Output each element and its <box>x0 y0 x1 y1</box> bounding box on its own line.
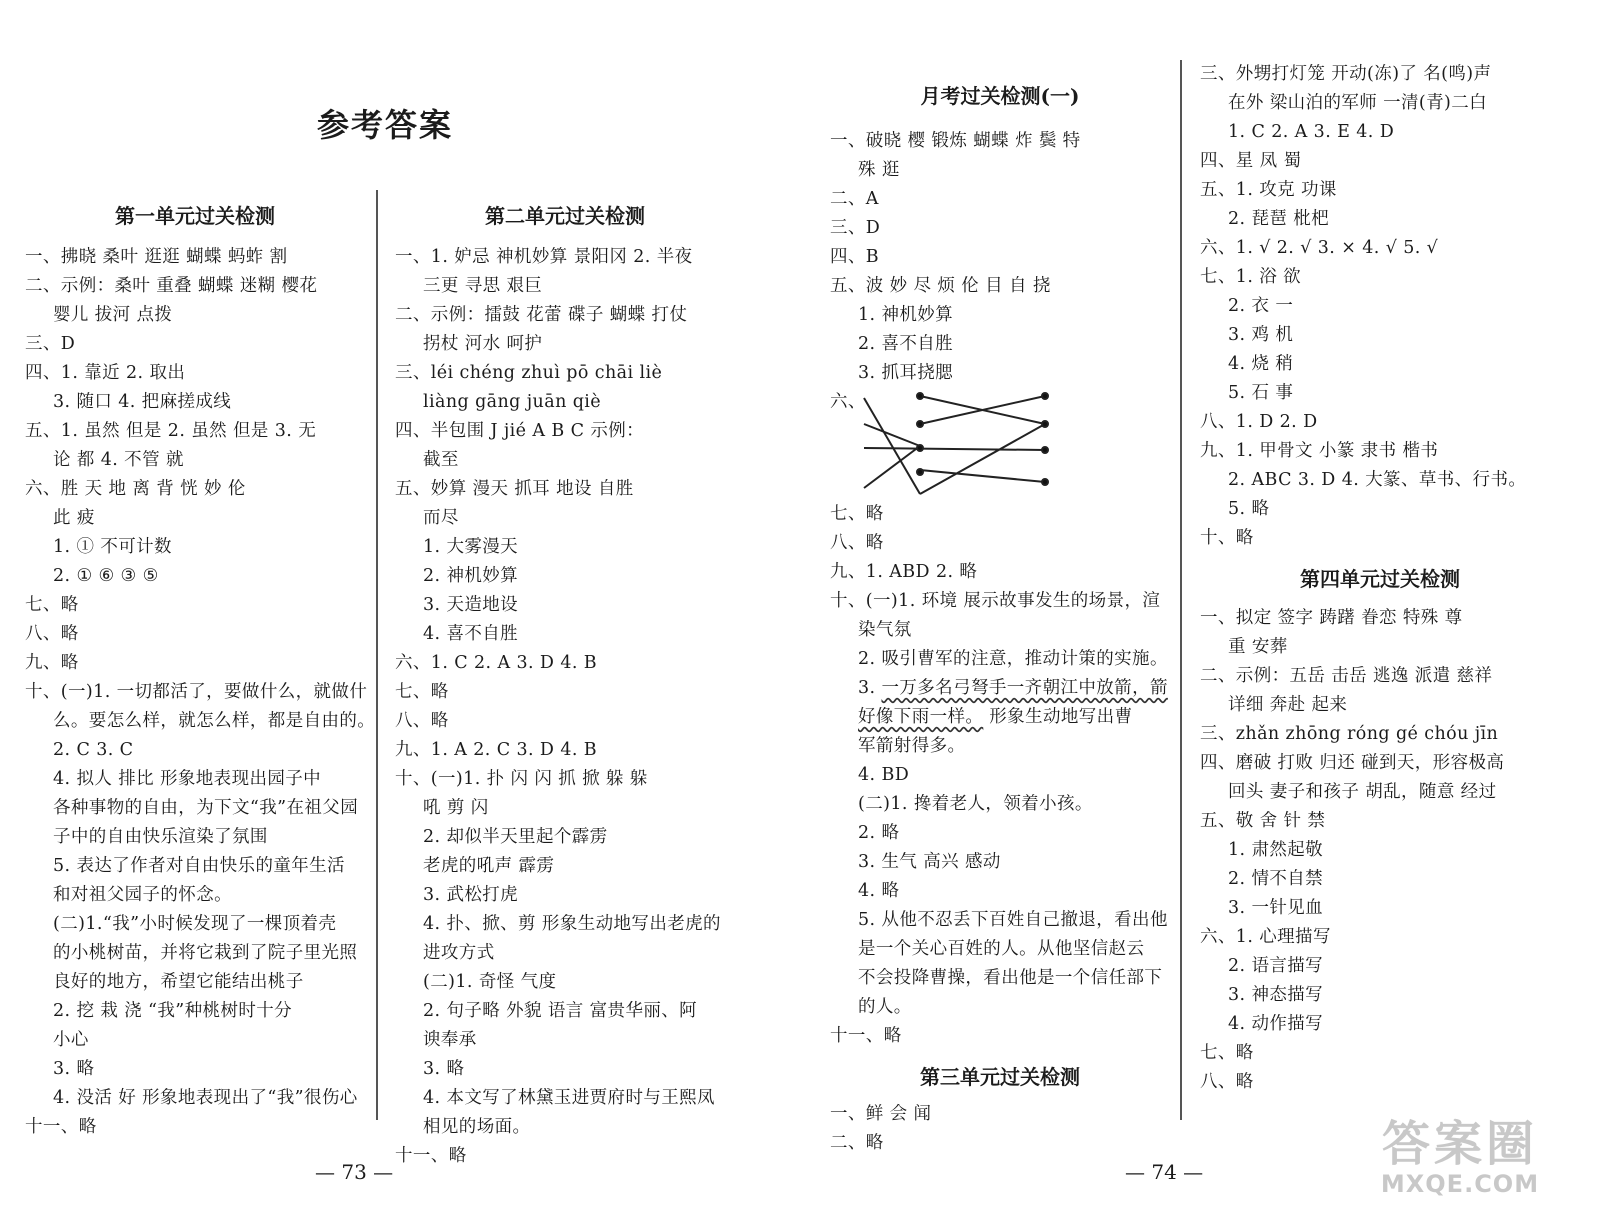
answer-line: 三、léi chéng zhuì pō chāi liè <box>395 363 663 383</box>
answer-line: 婴儿 拔河 点拨 <box>53 305 173 325</box>
answer-line: 是一个关心百姓的人。从他坚信赵云 <box>858 939 1145 959</box>
answer-line: 2. 衣 一 <box>1228 296 1294 316</box>
answer-line: 三、外甥打灯笼 开动(冻)了 名(鸣)声 <box>1200 64 1492 84</box>
answer-line: 二、A <box>830 189 879 209</box>
answer-line: 九、1. 甲骨文 小篆 隶书 楷书 <box>1200 441 1439 461</box>
answer-line: 四、星 凤 蜀 <box>1200 151 1302 171</box>
answer-line: 五、波 妙 尽 烦 伦 目 自 挠 <box>830 276 1051 296</box>
answer-line: 八、略 <box>830 533 884 553</box>
answer-line: 八、略 <box>25 624 79 644</box>
answer-line: 3. 抓耳挠腮 <box>858 363 954 383</box>
answer-line: 六、1. C 2. A 3. D 4. B <box>395 653 598 673</box>
answer-line: 四、B <box>830 247 880 267</box>
column-unit-3-4 <box>1200 60 1560 1097</box>
answer-line: 2. 情不自禁 <box>1228 869 1324 889</box>
page-title: 参考答案 <box>316 106 453 144</box>
answer-line: 十一、略 <box>395 1146 467 1166</box>
answer-line: 三、D <box>830 218 881 238</box>
answer-line: 军箭射得多。 <box>858 736 966 756</box>
answer-line: 在外 梁山泊的军师 一清(青)二白 <box>1228 93 1488 113</box>
answer-line: 3. 略 <box>423 1059 465 1079</box>
answer-line: 3. 生气 高兴 感动 <box>858 852 1001 872</box>
answer-line: 二、略 <box>830 1133 884 1153</box>
answer-line: 老虎的吼声 霹雳 <box>423 856 555 876</box>
answer-line: 吼 剪 闪 <box>423 798 489 818</box>
answer-line: 2. 略 <box>858 823 900 843</box>
answer-line: 3. 随口 4. 把麻搓成线 <box>53 392 232 412</box>
answer-line: 4. 扑、掀、剪 形象生动地写出老虎的 <box>423 914 721 934</box>
answer-line: 详细 奔赴 起来 <box>1228 695 1348 715</box>
answer-line: 2. 吸引曹军的注意，推动计策的实施。 <box>858 649 1168 669</box>
column-unit-2 <box>395 200 735 1171</box>
answer-line: 七、略 <box>395 682 449 702</box>
answer-line: 和对祖父园子的怀念。 <box>53 885 232 905</box>
answer-line: 染气氛 <box>858 620 912 640</box>
answer-line: 各种事物的自由，为下文“我”在祖父园 <box>53 798 359 818</box>
answer-line: 二、示例：五岳 击岳 逃逸 派遣 慈祥 <box>1200 666 1493 686</box>
answer-line: 1. C 2. A 3. E 4. D <box>1228 122 1395 142</box>
page-number-left: — 73 — <box>315 1160 394 1184</box>
answer-line: 一、拂晓 桑叶 逛逛 蝴蝶 蚂蚱 割 <box>25 247 288 267</box>
answer-line: 4. 烧 稍 <box>1228 354 1294 374</box>
answer-line: 相见的场面。 <box>423 1117 531 1137</box>
answer-line: liàng gāng juān qiè <box>423 392 602 412</box>
section-heading: 第四单元过关检测 <box>1300 567 1460 591</box>
answer-line: 三、zhǎn zhōng róng gé chóu jīn <box>1200 724 1499 744</box>
column-divider <box>376 190 378 1120</box>
answer-line: 2. 却似半天里起个霹雳 <box>423 827 608 847</box>
answer-line: 十、(一)1. 扑 闪 闪 抓 掀 躲 躲 <box>395 769 648 789</box>
answer-line: 回头 妻子和孩子 胡乱，随意 经过 <box>1228 782 1497 802</box>
answer-line: 3. 一针见血 <box>1228 898 1324 918</box>
answer-line: 七、略 <box>1200 1043 1254 1063</box>
wavy-underlined-text: 一万多名弓弩手一齐朝江中放箭，箭 <box>881 678 1168 698</box>
answer-line: 好像下雨一样。 形象生动地写出曹 <box>858 707 1133 727</box>
answer-line: 六、1. 心理描写 <box>1200 927 1331 947</box>
answer-line: 5. 从他不忍丢下百姓自己撤退，看出他 <box>858 910 1168 930</box>
answer-line: 十、略 <box>1200 528 1254 548</box>
answer-line: 3. 天造地设 <box>423 595 519 615</box>
answer-line: 二、示例：桑叶 重叠 蝴蝶 迷糊 樱花 <box>25 276 318 296</box>
answer-line: 四、磨破 打败 归还 碰到天，形容极高 <box>1200 753 1505 773</box>
answer-line: 2. 神机妙算 <box>423 566 519 586</box>
answer-line: 五、1. 攻克 功课 <box>1200 180 1337 200</box>
section-heading: 月考过关检测(一) <box>920 84 1080 108</box>
answer-line: 5. 石 事 <box>1228 383 1294 403</box>
question-label: 六、 <box>830 392 866 412</box>
column-unit-1 <box>25 200 376 1142</box>
answer-line: 一、拟定 签字 踌躇 眷恋 特殊 尊 <box>1200 608 1463 628</box>
answer-line: 九、略 <box>25 653 79 673</box>
answer-line: 2. ① ⑥ ③ ⑤ <box>53 566 159 586</box>
answer-line: 4. 没活 好 形象地表现出了“我”很伤心 <box>53 1088 358 1108</box>
answer-line: 四、半包围 J jié A B C 示例： <box>395 421 645 441</box>
answer-line: 七、1. 浴 欲 <box>1200 267 1302 287</box>
answer-line: 十一、略 <box>830 1026 902 1046</box>
answer-line: 六、胜 天 地 离 背 恍 妙 伦 <box>25 479 246 499</box>
answer-line: 2. 喜不自胜 <box>858 334 954 354</box>
answer-line: 五、敬 舍 针 禁 <box>1200 811 1326 831</box>
column-monthly-test <box>830 80 1170 1158</box>
answer-line: 一、1. 妒忌 神机妙算 景阳冈 2. 半夜 <box>395 247 693 267</box>
answer-line: 3. 神态描写 <box>1228 985 1324 1005</box>
answer-line: 八、1. D 2. D <box>1200 412 1318 432</box>
answer-line: 论 都 4. 不管 就 <box>53 450 184 470</box>
section-heading: 第二单元过关检测 <box>485 204 645 228</box>
answer-line: 而尽 <box>423 508 459 528</box>
answer-line: 不会投降曹操，看出他是一个信任部下 <box>858 968 1163 988</box>
answer-line: (二)1. 奇怪 气度 <box>423 972 557 992</box>
answer-line: 七、略 <box>830 504 884 524</box>
answer-line: 4. 略 <box>858 881 900 901</box>
answer-line: 4. 拟人 排比 形象地表现出园子中 <box>53 769 322 789</box>
watermark-text: 答案圈 <box>1381 1116 1538 1172</box>
answer-line: 九、1. ABD 2. 略 <box>830 562 978 582</box>
answer-line: 3. 一万多名弓弩手一齐朝江中放箭，箭 <box>858 678 1168 698</box>
answer-line: 五、1. 虽然 但是 2. 虽然 但是 3. 无 <box>25 421 317 441</box>
answer-line: 谀奉承 <box>423 1030 477 1050</box>
section-heading: 第三单元过关检测 <box>920 1065 1080 1089</box>
answer-line: 2. 挖 栽 浇 “我”种桃树时十分 <box>53 1001 293 1021</box>
answer-line: 八、略 <box>1200 1072 1254 1092</box>
answer-line: 此 疲 <box>53 508 95 528</box>
answer-line: 3. 武松打虎 <box>423 885 519 905</box>
answer-line: 1. 肃然起敬 <box>1228 840 1324 860</box>
answer-line: 4. 本文写了林黛玉进贾府时与王熙凤 <box>423 1088 715 1108</box>
answer-line: 小心 <box>53 1030 89 1050</box>
page-number-right: — 74 — <box>1125 1160 1204 1184</box>
answer-line: 2. 语言描写 <box>1228 956 1324 976</box>
answer-line: (二)1.“我”小时候发现了一棵顶着壳 <box>53 914 337 934</box>
answer-line: (二)1. 搀着老人，领着小孩。 <box>858 794 1093 814</box>
answer-line: 的人。 <box>858 997 912 1017</box>
answer-line: 的小桃树苗，并将它栽到了院子里光照 <box>53 943 358 963</box>
answer-line: 五、妙算 漫天 抓耳 地设 自胜 <box>395 479 634 499</box>
answer-line: 九、1. A 2. C 3. D 4. B <box>395 740 598 760</box>
column-divider <box>1180 60 1182 1120</box>
answer-line: 重 安葬 <box>1228 637 1288 657</box>
answer-line: 5. 表达了作者对自由快乐的童年生活 <box>53 856 345 876</box>
answer-line: 2. C 3. C <box>53 740 134 760</box>
answer-line: 三更 寻思 艰巨 <box>423 276 543 296</box>
matching-question <box>830 388 1170 500</box>
answer-line: 殊 逛 <box>858 160 900 180</box>
answer-line: 一、破晓 樱 锻炼 蝴蝶 炸 鬓 特 <box>830 131 1081 151</box>
watermark-url: MXQE.COM <box>1380 1170 1540 1198</box>
answer-line: 4. 喜不自胜 <box>423 624 519 644</box>
answer-line: 4. BD <box>858 765 910 785</box>
answer-line: 一、鲜 会 闻 <box>830 1104 932 1124</box>
answer-line: 1. 神机妙算 <box>858 305 954 325</box>
answer-line: 子中的自由快乐渲染了氛围 <box>53 827 268 847</box>
section-heading: 第一单元过关检测 <box>115 204 275 228</box>
answer-line: 良好的地方，希望它能结出桃子 <box>53 972 304 992</box>
answer-line: 2. ABC 3. D 4. 大篆、草书、行书。 <box>1228 470 1527 490</box>
answer-line: 1. ① 不可计数 <box>53 537 172 557</box>
answer-line: 2. 琵琶 枇杷 <box>1228 209 1330 229</box>
answer-line: 二、示例：擂鼓 花蕾 碟子 蝴蝶 打仗 <box>395 305 688 325</box>
answer-line: 截至 <box>423 450 459 470</box>
answer-line: 3. 略 <box>53 1059 95 1079</box>
answer-line: 拐杖 河水 呵护 <box>423 334 543 354</box>
wavy-underlined-text: 好像下雨一样。 <box>858 707 984 727</box>
answer-line: 七、略 <box>25 595 79 615</box>
answer-line: 么。要怎么样，就怎么样，都是自由的。 <box>53 711 376 731</box>
matching-lines-diagram <box>855 388 1085 500</box>
answer-line: 进攻方式 <box>423 943 495 963</box>
answer-line: 六、1. √ 2. √ 3. × 4. √ 5. √ <box>1200 238 1439 258</box>
answer-line: 1. 大雾漫天 <box>423 537 519 557</box>
answer-line: 四、1. 靠近 2. 取出 <box>25 363 186 383</box>
answer-line: 3. 鸡 机 <box>1228 325 1294 345</box>
watermark-logo <box>1360 1118 1560 1198</box>
answer-line: 十、(一)1. 环境 展示故事发生的场景，渲 <box>830 591 1161 611</box>
answer-line: 三、D <box>25 334 76 354</box>
answer-line: 2. 句子略 外貌 语言 富贵华丽、阿 <box>423 1001 698 1021</box>
answer-line: 4. 动作描写 <box>1228 1014 1324 1034</box>
answer-line: 八、略 <box>395 711 449 731</box>
answer-line: 5. 略 <box>1228 499 1270 519</box>
answer-line: 十、(一)1. 一切都活了，要做什么，就做什 <box>25 682 368 702</box>
answer-line: 十一、略 <box>25 1117 97 1137</box>
